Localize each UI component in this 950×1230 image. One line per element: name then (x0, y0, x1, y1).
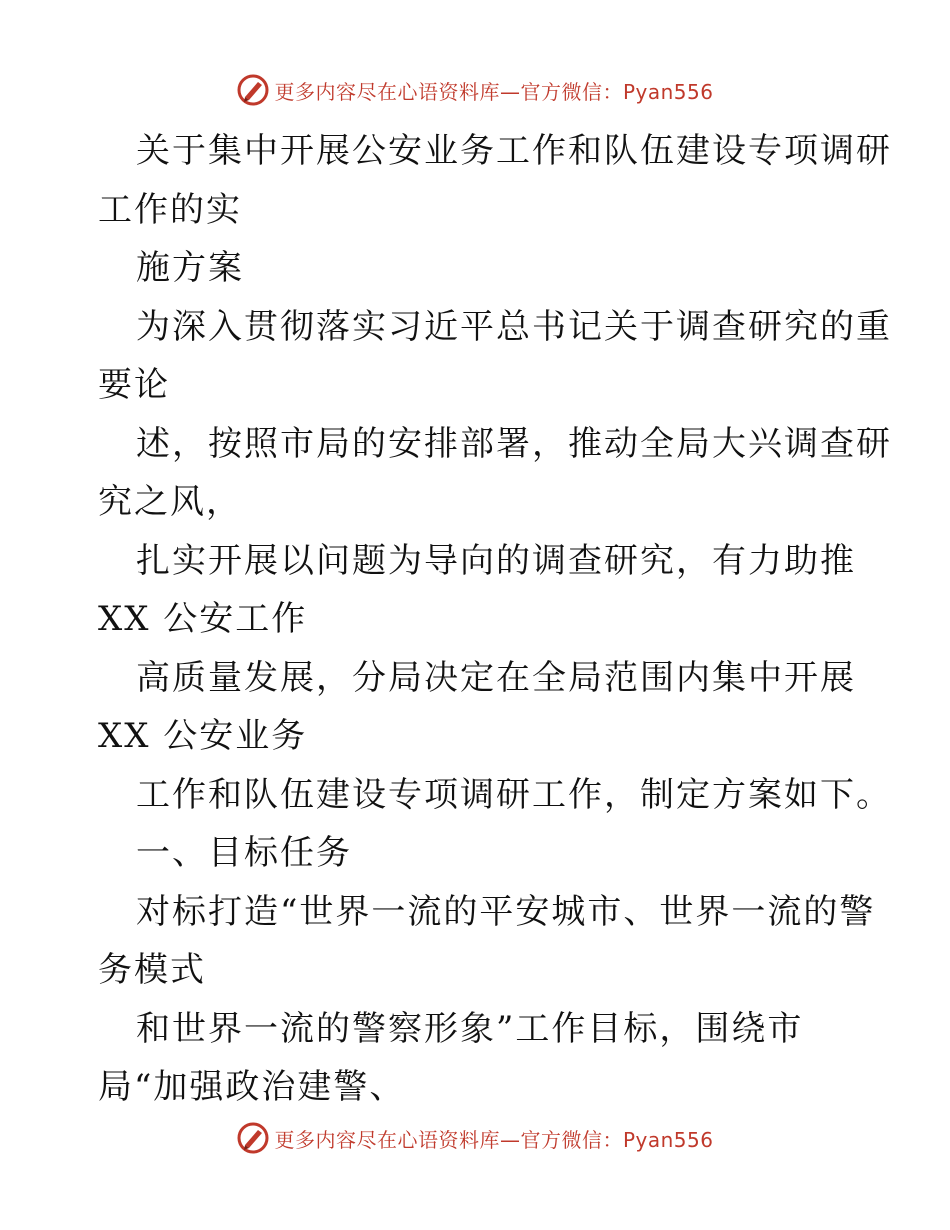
text-line: 和世界一流的警察形象”工作目标，围绕市 (136, 1008, 804, 1049)
text-line: 工作和队伍建设专项调研工作，制定方案如下。 (136, 774, 892, 815)
text-line: 高质量发展，分局决定在全局范围内集中开展 (136, 657, 856, 698)
pen-logo-icon (236, 73, 270, 107)
text-line: 关于集中开展公安业务工作和队伍建设专项调研 (136, 131, 892, 171)
text-line: 述，按照市局的安排部署，推动全局大兴调查研 (136, 423, 892, 464)
watermark-text: 更多内容尽在心语资料库—官方微信：Pyan556 (274, 1127, 714, 1152)
text-line: 局“加强政治建警、 (98, 1067, 406, 1107)
header-watermark-banner (0, 70, 950, 110)
text-line: 工作的实 (98, 189, 242, 230)
text-line: 务模式 (98, 950, 206, 990)
footer-watermark-banner (0, 1118, 950, 1158)
text-line: 一、目标任务 (136, 833, 352, 873)
text-line: 扎实开展以问题为导向的调查研究，有力助推 (136, 540, 856, 581)
text-line: 为深入贯彻落实习近平总书记关于调查研究的重 (136, 306, 892, 347)
watermark-text: 更多内容尽在心语资料库—官方微信：Pyan556 (274, 79, 714, 104)
text-line: 究之风， (98, 482, 242, 522)
pen-logo-icon (236, 1121, 270, 1155)
text-line: 对标打造“世界一流的平安城市、世界一流的警 (136, 891, 876, 932)
text-line: XX 公安工作 (98, 599, 308, 639)
text-line: XX 公安业务 (98, 716, 308, 756)
text-line: 施方案 (136, 248, 244, 288)
text-line: 要论 (98, 365, 170, 405)
document-body (98, 122, 892, 1117)
